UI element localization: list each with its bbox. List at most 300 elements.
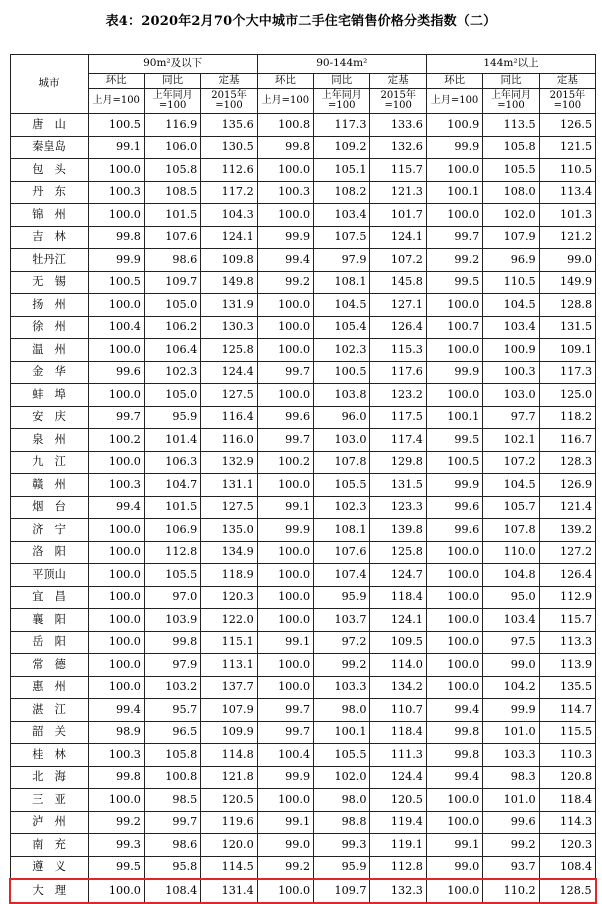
index-value-cell: 95.9 — [144, 406, 200, 429]
index-value-cell: 102.3 — [314, 496, 370, 519]
index-value-cell: 99.6 — [426, 496, 482, 519]
table-row — [10, 609, 596, 632]
index-value-cell: 100.0 — [426, 879, 482, 903]
index-value-cell: 100.0 — [257, 564, 313, 587]
city-name-cell: 韶 关 — [10, 721, 88, 744]
sub-header-mom: 环比 — [257, 74, 313, 89]
index-value-cell: 124.4 — [201, 361, 257, 384]
city-name-cell: 平顶山 — [10, 564, 88, 587]
index-value-cell: 128.3 — [539, 451, 595, 474]
index-value-cell: 100.0 — [426, 339, 482, 362]
index-value-cell: 119.4 — [370, 811, 426, 834]
index-value-cell: 98.0 — [314, 789, 370, 812]
sub-header-mom: 环比 — [88, 74, 144, 89]
index-value-cell: 100.0 — [257, 339, 313, 362]
index-value-cell: 106.0 — [144, 136, 200, 159]
index-value-cell: 100.0 — [88, 789, 144, 812]
index-value-cell: 100.0 — [88, 204, 144, 227]
table-row — [10, 249, 596, 272]
group-header-small: 90m²及以下 — [88, 55, 257, 74]
index-value-cell: 99.0 — [483, 654, 539, 677]
index-value-cell: 102.0 — [314, 766, 370, 789]
city-name-cell: 烟 台 — [10, 496, 88, 519]
index-value-cell: 113.1 — [201, 654, 257, 677]
index-value-cell: 99.7 — [144, 811, 200, 834]
index-value-cell: 100.0 — [88, 586, 144, 609]
index-value-cell: 99.5 — [426, 429, 482, 452]
index-value-cell: 99.8 — [426, 744, 482, 767]
index-value-cell: 109.7 — [314, 879, 370, 903]
index-value-cell: 104.5 — [314, 294, 370, 317]
table-row — [10, 204, 596, 227]
index-value-cell: 107.2 — [370, 249, 426, 272]
index-value-cell: 103.4 — [483, 609, 539, 632]
index-value-cell: 127.1 — [370, 294, 426, 317]
index-value-cell: 131.4 — [201, 879, 257, 903]
city-name-cell: 赣 州 — [10, 474, 88, 497]
index-value-cell: 97.9 — [314, 249, 370, 272]
index-value-cell: 99.1 — [257, 631, 313, 654]
index-value-cell: 100.0 — [257, 676, 313, 699]
index-value-cell: 100.0 — [257, 384, 313, 407]
index-value-cell: 100.0 — [426, 811, 482, 834]
index-value-cell: 100.0 — [257, 789, 313, 812]
index-value-cell: 110.3 — [539, 744, 595, 767]
index-value-cell: 149.8 — [201, 271, 257, 294]
index-value-cell: 100.8 — [144, 766, 200, 789]
index-value-cell: 132.9 — [201, 451, 257, 474]
index-value-cell: 99.7 — [257, 429, 313, 452]
index-value-cell: 135.5 — [539, 676, 595, 699]
index-value-cell: 100.9 — [483, 339, 539, 362]
index-value-cell: 100.0 — [88, 879, 144, 903]
city-name-cell: 遵 义 — [10, 856, 88, 879]
city-name-cell: 岳 阳 — [10, 631, 88, 654]
sub-header-base: 定基 — [201, 74, 257, 89]
index-value-cell: 99.2 — [426, 249, 482, 272]
index-value-cell: 100.3 — [483, 361, 539, 384]
index-value-cell: 114.0 — [370, 654, 426, 677]
table-row — [10, 136, 596, 159]
index-value-cell: 99.3 — [314, 834, 370, 857]
table-row — [10, 114, 596, 137]
index-value-cell: 110.2 — [483, 879, 539, 903]
index-value-cell: 120.5 — [370, 789, 426, 812]
index-value-cell: 100.0 — [426, 384, 482, 407]
index-value-cell: 107.8 — [483, 519, 539, 542]
index-value-cell: 100.0 — [257, 159, 313, 182]
table-row — [10, 676, 596, 699]
index-value-cell: 126.5 — [539, 114, 595, 137]
index-value-cell: 95.0 — [483, 586, 539, 609]
index-value-cell: 105.5 — [314, 744, 370, 767]
table-row — [10, 564, 596, 587]
index-value-cell: 100.0 — [88, 384, 144, 407]
index-value-cell: 110.0 — [483, 541, 539, 564]
index-value-cell: 100.2 — [88, 429, 144, 452]
index-value-cell: 100.1 — [314, 721, 370, 744]
index-value-cell: 134.9 — [201, 541, 257, 564]
index-value-cell: 126.9 — [539, 474, 595, 497]
index-value-cell: 96.0 — [314, 406, 370, 429]
sub-header-yoy: 同比 — [483, 74, 539, 89]
index-value-cell: 98.6 — [144, 249, 200, 272]
index-value-cell: 119.1 — [370, 834, 426, 857]
index-value-cell: 118.4 — [370, 586, 426, 609]
index-value-cell: 127.2 — [539, 541, 595, 564]
table-row — [10, 856, 596, 879]
index-value-cell: 96.9 — [483, 249, 539, 272]
index-value-cell: 149.9 — [539, 271, 595, 294]
index-value-cell: 100.0 — [88, 159, 144, 182]
city-name-cell: 蚌 埠 — [10, 384, 88, 407]
index-value-cell: 100.0 — [257, 474, 313, 497]
index-value-cell: 100.0 — [88, 519, 144, 542]
index-value-cell: 117.6 — [370, 361, 426, 384]
base-note-mom: 上月=100 — [426, 89, 482, 114]
index-value-cell: 121.3 — [370, 181, 426, 204]
city-name-cell: 徐 州 — [10, 316, 88, 339]
index-value-cell: 117.4 — [370, 429, 426, 452]
index-value-cell: 99.7 — [426, 226, 482, 249]
index-value-cell: 129.8 — [370, 451, 426, 474]
index-value-cell: 113.3 — [539, 631, 595, 654]
index-value-cell: 99.7 — [88, 406, 144, 429]
city-name-cell: 秦皇岛 — [10, 136, 88, 159]
index-value-cell: 107.9 — [201, 699, 257, 722]
table-row — [10, 766, 596, 789]
index-value-cell: 126.4 — [370, 316, 426, 339]
index-value-cell: 117.3 — [314, 114, 370, 137]
index-value-cell: 104.3 — [201, 204, 257, 227]
index-value-cell: 98.3 — [483, 766, 539, 789]
city-name-cell: 宜 昌 — [10, 586, 88, 609]
index-value-cell: 99.1 — [257, 496, 313, 519]
index-value-cell: 139.8 — [370, 519, 426, 542]
base-note-mom: 上月=100 — [88, 89, 144, 114]
index-value-cell: 100.3 — [257, 181, 313, 204]
index-value-cell: 114.3 — [539, 811, 595, 834]
index-value-cell: 145.8 — [370, 271, 426, 294]
base-note-mom: 上月=100 — [257, 89, 313, 114]
index-value-cell: 100.0 — [426, 631, 482, 654]
index-value-cell: 102.0 — [483, 204, 539, 227]
table-row — [10, 339, 596, 362]
index-value-cell: 112.8 — [144, 541, 200, 564]
index-value-cell: 101.4 — [144, 429, 200, 452]
index-value-cell: 99.8 — [144, 631, 200, 654]
base-note-yoy: 上年同月=100 — [144, 89, 200, 114]
index-value-cell: 110.5 — [539, 159, 595, 182]
index-value-cell: 100.8 — [257, 114, 313, 137]
index-value-cell: 95.8 — [144, 856, 200, 879]
index-value-cell: 105.8 — [144, 744, 200, 767]
index-value-cell: 117.2 — [201, 181, 257, 204]
index-value-cell: 132.3 — [370, 879, 426, 903]
index-value-cell: 99.3 — [88, 834, 144, 857]
index-value-cell: 116.9 — [144, 114, 200, 137]
index-value-cell: 113.5 — [483, 114, 539, 137]
index-value-cell: 103.0 — [483, 384, 539, 407]
city-name-cell: 常 德 — [10, 654, 88, 677]
index-value-cell: 103.4 — [314, 204, 370, 227]
index-value-cell: 113.4 — [539, 181, 595, 204]
price-index-table — [9, 54, 597, 904]
index-value-cell: 124.7 — [370, 564, 426, 587]
table-row-highlighted — [10, 879, 596, 903]
index-value-cell: 114.7 — [539, 699, 595, 722]
index-value-cell: 99.2 — [257, 856, 313, 879]
index-value-cell: 100.5 — [88, 114, 144, 137]
index-value-cell: 112.9 — [539, 586, 595, 609]
index-value-cell: 105.8 — [483, 136, 539, 159]
index-value-cell: 131.9 — [201, 294, 257, 317]
index-value-cell: 105.7 — [483, 496, 539, 519]
index-value-cell: 104.8 — [483, 564, 539, 587]
index-value-cell: 100.0 — [88, 294, 144, 317]
index-value-cell: 100.9 — [426, 114, 482, 137]
index-value-cell: 100.0 — [426, 609, 482, 632]
index-value-cell: 99.9 — [257, 519, 313, 542]
table-row — [10, 429, 596, 452]
index-value-cell: 100.0 — [426, 159, 482, 182]
city-name-cell: 九 江 — [10, 451, 88, 474]
index-value-cell: 103.8 — [314, 384, 370, 407]
index-value-cell: 113.9 — [539, 654, 595, 677]
index-value-cell: 109.2 — [314, 136, 370, 159]
index-value-cell: 127.5 — [201, 496, 257, 519]
index-value-cell: 99.6 — [88, 361, 144, 384]
index-value-cell: 99.1 — [426, 834, 482, 857]
table-row — [10, 586, 596, 609]
index-value-cell: 100.0 — [426, 789, 482, 812]
index-value-cell: 100.0 — [426, 564, 482, 587]
city-name-cell: 泉 州 — [10, 429, 88, 452]
index-value-cell: 106.4 — [144, 339, 200, 362]
index-value-cell: 99.6 — [426, 519, 482, 542]
index-value-cell: 103.3 — [483, 744, 539, 767]
table-row — [10, 384, 596, 407]
index-value-cell: 99.4 — [257, 249, 313, 272]
index-value-cell: 97.9 — [144, 654, 200, 677]
index-value-cell: 103.3 — [314, 676, 370, 699]
city-name-cell: 吉 林 — [10, 226, 88, 249]
city-name-cell: 泸 州 — [10, 811, 88, 834]
index-value-cell: 100.0 — [426, 541, 482, 564]
index-value-cell: 123.2 — [370, 384, 426, 407]
index-value-cell: 100.0 — [257, 204, 313, 227]
index-value-cell: 115.5 — [539, 721, 595, 744]
city-name-cell: 北 海 — [10, 766, 88, 789]
city-name-cell: 锦 州 — [10, 204, 88, 227]
sub-header-yoy: 同比 — [144, 74, 200, 89]
index-value-cell: 104.5 — [483, 294, 539, 317]
index-value-cell: 133.6 — [370, 114, 426, 137]
city-name-cell: 湛 江 — [10, 699, 88, 722]
index-value-cell: 117.3 — [539, 361, 595, 384]
index-value-cell: 99.1 — [88, 136, 144, 159]
index-value-cell: 131.5 — [370, 474, 426, 497]
index-value-cell: 139.2 — [539, 519, 595, 542]
index-value-cell: 99.0 — [539, 249, 595, 272]
index-value-cell: 110.5 — [483, 271, 539, 294]
index-value-cell: 100.5 — [314, 361, 370, 384]
table-row — [10, 744, 596, 767]
index-value-cell: 96.5 — [144, 721, 200, 744]
index-value-cell: 116.4 — [201, 406, 257, 429]
index-value-cell: 132.6 — [370, 136, 426, 159]
index-value-cell: 118.4 — [370, 721, 426, 744]
city-name-cell: 安 庆 — [10, 406, 88, 429]
index-value-cell: 100.7 — [426, 316, 482, 339]
table-row — [10, 159, 596, 182]
index-value-cell: 107.9 — [483, 226, 539, 249]
city-name-cell: 大 理 — [10, 879, 88, 903]
index-value-cell: 95.7 — [144, 699, 200, 722]
index-value-cell: 106.3 — [144, 451, 200, 474]
index-value-cell: 122.0 — [201, 609, 257, 632]
table-row — [10, 226, 596, 249]
city-name-cell: 牡丹江 — [10, 249, 88, 272]
index-value-cell: 102.3 — [314, 339, 370, 362]
index-value-cell: 117.5 — [370, 406, 426, 429]
index-value-cell: 99.4 — [88, 496, 144, 519]
index-value-cell: 118.9 — [201, 564, 257, 587]
table-row — [10, 541, 596, 564]
index-value-cell: 107.6 — [314, 541, 370, 564]
index-value-cell: 101.5 — [144, 496, 200, 519]
index-value-cell: 109.9 — [201, 721, 257, 744]
index-value-cell: 100.3 — [88, 744, 144, 767]
city-header: 城市 — [10, 55, 88, 114]
table-row — [10, 699, 596, 722]
index-value-cell: 100.0 — [257, 879, 313, 903]
index-value-cell: 108.1 — [314, 271, 370, 294]
index-value-cell: 111.3 — [370, 744, 426, 767]
index-value-cell: 104.5 — [483, 474, 539, 497]
table-title: 表4：2020年2月70个大中城市二手住宅销售价格分类指数（二） — [105, 14, 497, 29]
index-value-cell: 100.1 — [426, 181, 482, 204]
index-value-cell: 120.8 — [539, 766, 595, 789]
table-row — [10, 721, 596, 744]
index-value-cell: 99.8 — [88, 766, 144, 789]
index-value-cell: 109.8 — [201, 249, 257, 272]
index-value-cell: 100.0 — [257, 609, 313, 632]
index-value-cell: 108.5 — [144, 181, 200, 204]
table-row — [10, 271, 596, 294]
index-value-cell: 118.4 — [539, 789, 595, 812]
index-value-cell: 100.3 — [88, 181, 144, 204]
index-value-cell: 99.9 — [483, 699, 539, 722]
index-value-cell: 98.6 — [144, 834, 200, 857]
base-note-yoy: 上年同月=100 — [314, 89, 370, 114]
index-value-cell: 100.0 — [426, 586, 482, 609]
index-value-cell: 101.5 — [144, 204, 200, 227]
index-value-cell: 131.1 — [201, 474, 257, 497]
index-value-cell: 99.9 — [426, 136, 482, 159]
index-value-cell: 124.1 — [370, 226, 426, 249]
index-value-cell: 124.1 — [201, 226, 257, 249]
index-value-cell: 99.8 — [426, 721, 482, 744]
index-value-cell: 99.7 — [257, 699, 313, 722]
table-row — [10, 181, 596, 204]
index-value-cell: 107.8 — [314, 451, 370, 474]
index-value-cell: 126.4 — [539, 564, 595, 587]
index-value-cell: 101.3 — [539, 204, 595, 227]
index-value-cell: 99.9 — [88, 249, 144, 272]
index-value-cell: 105.4 — [314, 316, 370, 339]
index-value-cell: 100.5 — [426, 451, 482, 474]
table-row — [10, 811, 596, 834]
table-row — [10, 361, 596, 384]
index-value-cell: 95.9 — [314, 586, 370, 609]
index-value-cell: 100.0 — [426, 294, 482, 317]
city-name-cell: 襄 阳 — [10, 609, 88, 632]
sub-header-yoy: 同比 — [314, 74, 370, 89]
index-value-cell: 99.9 — [257, 766, 313, 789]
index-value-cell: 109.7 — [144, 271, 200, 294]
index-value-cell: 99.0 — [426, 856, 482, 879]
index-value-cell: 116.7 — [539, 429, 595, 452]
index-value-cell: 120.5 — [201, 789, 257, 812]
index-value-cell: 100.0 — [257, 316, 313, 339]
index-value-cell: 100.0 — [88, 564, 144, 587]
index-value-cell: 128.8 — [539, 294, 595, 317]
index-value-cell: 100.0 — [257, 541, 313, 564]
city-name-cell: 三 亚 — [10, 789, 88, 812]
index-value-cell: 100.0 — [426, 204, 482, 227]
table-row — [10, 631, 596, 654]
index-value-cell: 99.2 — [314, 654, 370, 677]
index-value-cell: 99.9 — [426, 474, 482, 497]
index-value-cell: 103.7 — [314, 609, 370, 632]
index-value-cell: 112.8 — [370, 856, 426, 879]
index-value-cell: 127.5 — [201, 384, 257, 407]
base-note-base: 2015年=100 — [201, 89, 257, 114]
index-value-cell: 101.0 — [483, 789, 539, 812]
table-row — [10, 834, 596, 857]
city-name-cell: 济 宁 — [10, 519, 88, 542]
index-value-cell: 121.5 — [539, 136, 595, 159]
index-value-cell: 107.6 — [144, 226, 200, 249]
index-value-cell: 100.0 — [88, 541, 144, 564]
city-name-cell: 惠 州 — [10, 676, 88, 699]
index-value-cell: 116.0 — [201, 429, 257, 452]
index-value-cell: 105.5 — [144, 564, 200, 587]
group-header-large: 144m²以上 — [426, 55, 595, 74]
index-value-cell: 97.2 — [314, 631, 370, 654]
index-value-cell: 137.7 — [201, 676, 257, 699]
index-value-cell: 99.6 — [483, 811, 539, 834]
city-name-cell: 洛 阳 — [10, 541, 88, 564]
city-name-cell: 扬 州 — [10, 294, 88, 317]
index-value-cell: 105.0 — [144, 294, 200, 317]
index-value-cell: 100.0 — [257, 654, 313, 677]
index-value-cell: 99.5 — [88, 856, 144, 879]
sub-header-base: 定基 — [539, 74, 595, 89]
index-value-cell: 100.0 — [88, 451, 144, 474]
table-row — [10, 496, 596, 519]
sub-header-base: 定基 — [370, 74, 426, 89]
table-row — [10, 474, 596, 497]
index-value-cell: 121.4 — [539, 496, 595, 519]
index-value-cell: 112.6 — [201, 159, 257, 182]
table-row — [10, 451, 596, 474]
sub-header-mom: 环比 — [426, 74, 482, 89]
city-name-cell: 桂 林 — [10, 744, 88, 767]
index-value-cell: 114.5 — [201, 856, 257, 879]
index-value-cell: 104.7 — [144, 474, 200, 497]
